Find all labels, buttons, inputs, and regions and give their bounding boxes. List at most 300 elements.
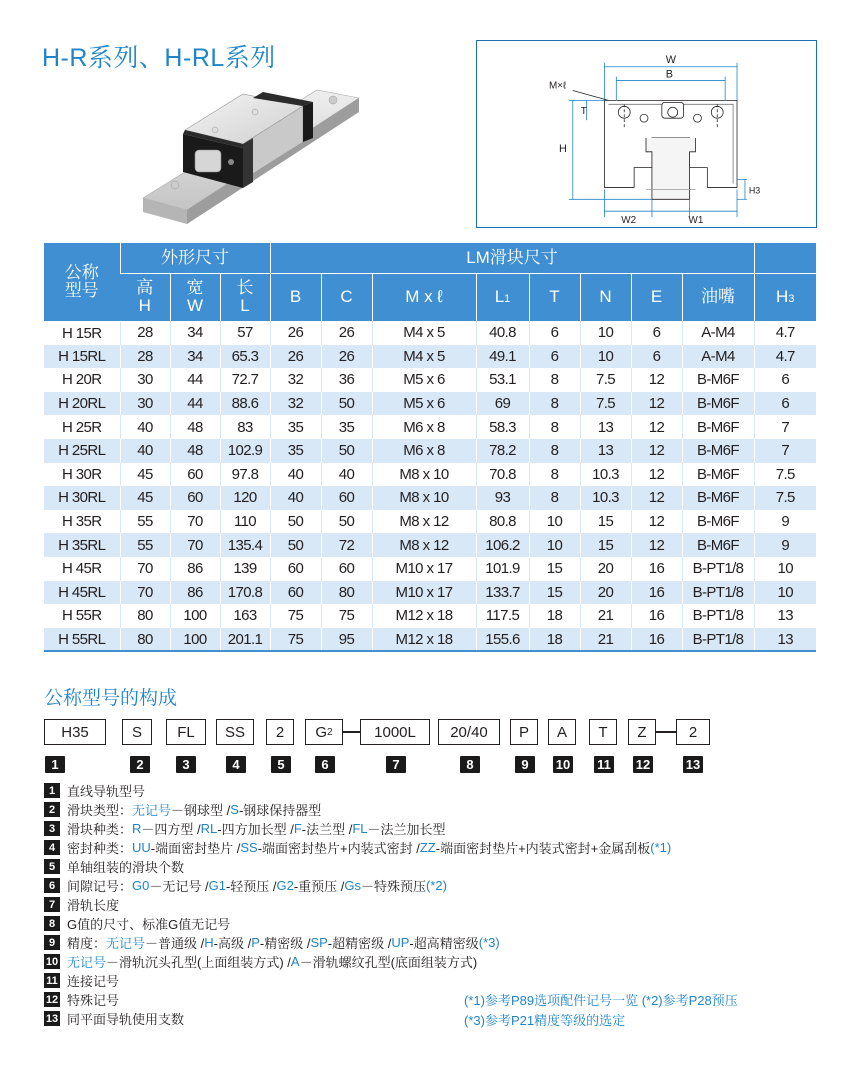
legend-text: -四方加长型 / <box>217 822 294 837</box>
value-cell: M6 x 8 <box>372 439 476 463</box>
value-cell: B-PT1/8 <box>682 628 754 652</box>
value-cell: 40 <box>120 415 170 439</box>
header-w: 宽 W <box>170 273 220 321</box>
value-cell: 106.2 <box>476 533 529 557</box>
value-cell: 80 <box>120 628 170 652</box>
value-cell: B-M6F <box>682 368 754 392</box>
value-cell: 10.3 <box>580 486 631 510</box>
value-cell: 16 <box>631 581 682 605</box>
value-cell: 10 <box>580 321 631 345</box>
legend-text: －法兰加长型 <box>367 822 446 837</box>
value-cell: 60 <box>321 557 372 581</box>
value-cell: M10 x 17 <box>372 581 476 605</box>
model-code-badge: 10 <box>553 756 573 773</box>
legend-number-badge: 10 <box>45 955 59 968</box>
model-cell: H 55R <box>44 604 120 628</box>
legend-item <box>44 971 119 990</box>
model-cell: H 35R <box>44 510 120 534</box>
value-cell: 12 <box>631 533 682 557</box>
legend-text: 精度： <box>67 936 107 951</box>
legend-number-badge: 6 <box>44 878 60 893</box>
legend-number-badge: 2 <box>44 802 60 817</box>
legend-text: -端面密封垫片 / <box>150 841 241 856</box>
dim-h-label: H <box>558 142 567 155</box>
legend-text: －滑轨沉头孔型(上面组装方式) / <box>106 955 291 970</box>
model-code-box: 1000L <box>360 719 430 745</box>
legend-text: -轻预压 / <box>225 879 277 894</box>
value-cell: 13 <box>580 415 631 439</box>
table-row <box>44 486 816 510</box>
table-row <box>44 604 816 628</box>
legend-item <box>44 914 230 933</box>
value-cell: B-M6F <box>682 392 754 416</box>
model-code-badge: 2 <box>130 756 150 773</box>
code-separator-dash <box>343 731 360 733</box>
value-cell: 6 <box>631 321 682 345</box>
model-cell: H 30RL <box>44 486 120 510</box>
value-cell: 8 <box>529 439 580 463</box>
value-cell: B-PT1/8 <box>682 581 754 605</box>
value-cell: 8 <box>529 368 580 392</box>
value-cell: M4 x 5 <box>372 321 476 345</box>
legend-text: ZZ <box>419 840 436 855</box>
legend-text: －普通级 / <box>145 936 205 951</box>
value-cell: 26 <box>321 345 372 369</box>
value-cell: 34 <box>170 345 220 369</box>
value-cell: 12 <box>631 415 682 439</box>
model-code-badge: 1 <box>45 756 65 773</box>
legend-text: SS <box>240 840 258 855</box>
legend-item <box>44 876 447 895</box>
value-cell: 10 <box>754 581 816 605</box>
legend-text: －四方型 / <box>141 822 201 837</box>
model-code-box: Z <box>628 719 656 745</box>
legend-text: G1 <box>208 878 226 893</box>
value-cell: M5 x 6 <box>372 368 476 392</box>
value-cell: 21 <box>580 628 631 652</box>
legend-text: 单轴组装的滑块个数 <box>67 860 185 875</box>
value-cell: 35 <box>270 439 321 463</box>
table-row <box>44 533 816 557</box>
legend-text: -超精密级 / <box>327 936 392 951</box>
value-cell: 40 <box>120 439 170 463</box>
value-cell: 18 <box>529 628 580 652</box>
value-cell: 102.9 <box>220 439 270 463</box>
value-cell: 60 <box>270 557 321 581</box>
value-cell: B-PT1/8 <box>682 604 754 628</box>
legend-text: -端面密封垫片+内装式密封+金属刮板 <box>435 841 651 856</box>
value-cell: 4.7 <box>754 321 816 345</box>
footnote-line-2: (*3)参考P21精度等级的选定 <box>464 1013 626 1028</box>
header-rail-group <box>754 243 816 273</box>
table-row <box>44 415 816 439</box>
value-cell: 49.1 <box>476 345 529 369</box>
value-cell: 12 <box>631 486 682 510</box>
value-cell: 13 <box>754 604 816 628</box>
legend-text: UU <box>132 840 151 855</box>
legend-text: 滑块类型： <box>67 803 133 818</box>
value-cell: 97.8 <box>220 463 270 487</box>
value-cell: 35 <box>270 415 321 439</box>
value-cell: 8 <box>529 463 580 487</box>
model-code-box: P <box>510 719 538 745</box>
value-cell: 10 <box>529 510 580 534</box>
linear-guide-illustration <box>135 72 365 232</box>
value-cell: 18 <box>529 604 580 628</box>
value-cell: 44 <box>170 392 220 416</box>
value-cell: 8 <box>529 415 580 439</box>
model-code-box: T <box>589 719 617 745</box>
model-code-box: H35 <box>44 719 106 745</box>
header-h: 高 H <box>120 273 170 321</box>
header-n: N <box>580 273 631 321</box>
model-cell: H 15R <box>44 321 120 345</box>
model-cell: H 25R <box>44 415 120 439</box>
value-cell: 50 <box>321 439 372 463</box>
value-cell: 28 <box>120 345 170 369</box>
legend-text: 无记号 <box>132 803 172 818</box>
value-cell: 12 <box>631 463 682 487</box>
value-cell: M12 x 18 <box>372 604 476 628</box>
value-cell: 12 <box>631 368 682 392</box>
legend-text: UP <box>391 935 410 950</box>
legend-item <box>44 895 119 914</box>
dim-b-label: B <box>665 68 674 81</box>
value-cell: 133.7 <box>476 581 529 605</box>
model-code-badge: 7 <box>386 756 406 773</box>
model-code-badge: 13 <box>683 756 703 773</box>
value-cell: 15 <box>580 510 631 534</box>
legend-text: S <box>230 802 239 817</box>
legend-text: 无记号 <box>106 936 146 951</box>
value-cell: 20 <box>580 557 631 581</box>
legend-item <box>44 952 477 971</box>
value-cell: 65.3 <box>220 345 270 369</box>
legend-text: SP <box>310 935 328 950</box>
legend-text: 密封种类： <box>67 841 133 856</box>
legend-text: R <box>132 821 142 836</box>
value-cell: 101.9 <box>476 557 529 581</box>
value-cell: 135.4 <box>220 533 270 557</box>
value-cell: 53.1 <box>476 368 529 392</box>
value-cell: 7.5 <box>580 368 631 392</box>
legend-item <box>44 857 184 876</box>
legend-item <box>44 933 500 952</box>
cross-section-diagram <box>477 41 816 227</box>
table-row <box>44 628 816 652</box>
table-row <box>44 439 816 463</box>
legend-text: G值的尺寸、标准G值无记号 <box>67 917 231 932</box>
model-cell: H 30R <box>44 463 120 487</box>
value-cell: B-M6F <box>682 415 754 439</box>
legend-text: －特殊预压 <box>361 879 427 894</box>
spec-table <box>44 243 816 652</box>
value-cell: 10 <box>529 533 580 557</box>
value-cell: M6 x 8 <box>372 415 476 439</box>
value-cell: 12 <box>631 510 682 534</box>
value-cell: M10 x 17 <box>372 557 476 581</box>
value-cell: 50 <box>321 392 372 416</box>
model-code-box: FL <box>166 719 206 745</box>
value-cell: 120 <box>220 486 270 510</box>
product-image <box>135 72 365 232</box>
value-cell: 34 <box>170 321 220 345</box>
legend-text: G0 <box>132 878 150 893</box>
value-cell: M12 x 18 <box>372 628 476 652</box>
value-cell: 10 <box>754 557 816 581</box>
value-cell: B-M6F <box>682 533 754 557</box>
value-cell: 40 <box>270 486 321 510</box>
value-cell: 26 <box>270 321 321 345</box>
value-cell: M8 x 10 <box>372 486 476 510</box>
legend-text: -钢球保持器型 <box>238 803 322 818</box>
table-row <box>44 510 816 534</box>
model-cell: H 25RL <box>44 439 120 463</box>
value-cell: 55 <box>120 533 170 557</box>
value-cell: 8 <box>529 392 580 416</box>
legend-text: (*1) <box>650 840 672 855</box>
header-l: 长 L <box>220 273 270 321</box>
header-outer-dimensions: 外形尺寸 <box>120 243 270 273</box>
model-code-badge: 9 <box>515 756 535 773</box>
value-cell: 7.5 <box>754 486 816 510</box>
legend-item <box>44 990 119 1009</box>
table-row <box>44 321 816 345</box>
model-code-box: 20/40 <box>438 719 500 745</box>
value-cell: 117.5 <box>476 604 529 628</box>
value-cell: 6 <box>529 321 580 345</box>
value-cell: 60 <box>270 581 321 605</box>
legend-text: 连接记号 <box>67 974 120 989</box>
legend-item <box>44 781 145 800</box>
model-cell: H 45R <box>44 557 120 581</box>
model-code-badge: 5 <box>271 756 291 773</box>
model-code-box: 2 <box>676 719 710 745</box>
value-cell: M4 x 5 <box>372 345 476 369</box>
header-lm-block-dimensions: LM滑块尺寸 <box>270 243 754 273</box>
value-cell: 80 <box>120 604 170 628</box>
value-cell: 21 <box>580 604 631 628</box>
table-row <box>44 345 816 369</box>
value-cell: 32 <box>270 392 321 416</box>
footnote-line-1: (*1)参考P89选项配件记号一览 (*2)参考P28预压 <box>464 993 738 1008</box>
header-t: T <box>529 273 580 321</box>
value-cell: 48 <box>170 439 220 463</box>
legend-text: H <box>204 935 214 950</box>
legend-text: -端面密封垫片+内装式密封 / <box>257 841 420 856</box>
table-row <box>44 557 816 581</box>
value-cell: 26 <box>270 345 321 369</box>
legend-text: 同平面导轨使用支数 <box>67 1012 185 1027</box>
model-cell: H 20R <box>44 368 120 392</box>
header-nominal-model: 公称 型号 <box>44 243 120 321</box>
value-cell: 50 <box>270 510 321 534</box>
legend-text: P <box>251 935 260 950</box>
value-cell: 95 <box>321 628 372 652</box>
model-code-badge: 4 <box>226 756 246 773</box>
value-cell: 4.7 <box>754 345 816 369</box>
value-cell: 40 <box>321 463 372 487</box>
model-code-badge: 6 <box>315 756 335 773</box>
value-cell: M8 x 12 <box>372 533 476 557</box>
value-cell: B-M6F <box>682 439 754 463</box>
legend-text: -超高精密级 <box>409 936 479 951</box>
model-cell: H 35RL <box>44 533 120 557</box>
value-cell: 60 <box>321 486 372 510</box>
value-cell: 10 <box>580 345 631 369</box>
model-cell: H 20RL <box>44 392 120 416</box>
value-cell: 75 <box>270 628 321 652</box>
value-cell: 60 <box>170 486 220 510</box>
value-cell: 40 <box>270 463 321 487</box>
legend-text: -重预压 / <box>293 879 345 894</box>
value-cell: 16 <box>631 604 682 628</box>
legend-number-badge: 1 <box>44 783 60 798</box>
value-cell: 28 <box>120 321 170 345</box>
value-cell: 16 <box>631 628 682 652</box>
value-cell: 163 <box>220 604 270 628</box>
value-cell: 40.8 <box>476 321 529 345</box>
value-cell: B-M6F <box>682 486 754 510</box>
value-cell: 16 <box>631 557 682 581</box>
value-cell: 58.3 <box>476 415 529 439</box>
legend-text: 滑块种类： <box>67 822 133 837</box>
legend-item <box>44 1009 184 1028</box>
value-cell: 75 <box>270 604 321 628</box>
model-code-box: SS <box>216 719 254 745</box>
value-cell: 201.1 <box>220 628 270 652</box>
value-cell: 155.6 <box>476 628 529 652</box>
value-cell: 50 <box>270 533 321 557</box>
legend-text: －钢球型 / <box>171 803 231 818</box>
model-code-box: A <box>548 719 576 745</box>
model-code-badge: 3 <box>176 756 196 773</box>
value-cell: 15 <box>529 557 580 581</box>
table-row <box>44 463 816 487</box>
legend-number-badge: 13 <box>45 1012 59 1025</box>
legend-text: RL <box>200 821 218 836</box>
legend-text: (*3) <box>478 935 500 950</box>
dim-h3-label: H3 <box>748 185 761 196</box>
value-cell: 15 <box>580 533 631 557</box>
value-cell: 30 <box>120 392 170 416</box>
model-code-box: S <box>122 719 152 745</box>
model-cell: H 55RL <box>44 628 120 652</box>
legend-text: 间隙记号： <box>67 879 133 894</box>
dim-w2-label: W2 <box>621 215 637 227</box>
legend-text: F <box>293 821 302 836</box>
legend-number-badge: 7 <box>44 897 60 912</box>
legend-number-badge: 9 <box>44 935 60 950</box>
value-cell: 6 <box>754 368 816 392</box>
value-cell: 72.7 <box>220 368 270 392</box>
value-cell: 13 <box>580 439 631 463</box>
value-cell: M8 x 12 <box>372 510 476 534</box>
value-cell: M8 x 10 <box>372 463 476 487</box>
legend-number-badge: 4 <box>44 840 60 855</box>
model-composition-heading: 公称型号的构成 <box>44 688 178 709</box>
value-cell: 83 <box>220 415 270 439</box>
legend-number-badge: 5 <box>44 859 60 874</box>
value-cell: 80 <box>321 581 372 605</box>
legend-number-badge: 12 <box>45 993 59 1006</box>
value-cell: 44 <box>170 368 220 392</box>
value-cell: 45 <box>120 463 170 487</box>
value-cell: 70 <box>120 557 170 581</box>
value-cell: 9 <box>754 510 816 534</box>
legend-item <box>44 819 446 838</box>
value-cell: 86 <box>170 557 220 581</box>
dim-t-label: T <box>580 106 587 118</box>
value-cell: 15 <box>529 581 580 605</box>
value-cell: B-M6F <box>682 510 754 534</box>
table-row <box>44 392 816 416</box>
value-cell: 86 <box>170 581 220 605</box>
value-cell: 10.3 <box>580 463 631 487</box>
value-cell: 70 <box>170 533 220 557</box>
value-cell: 70.8 <box>476 463 529 487</box>
model-cell: H 15RL <box>44 345 120 369</box>
value-cell: 32 <box>270 368 321 392</box>
legend-text: Gs <box>344 878 362 893</box>
legend-item <box>44 838 671 857</box>
series-title: H-R系列、H-RL系列 <box>42 44 276 72</box>
value-cell: 9 <box>754 533 816 557</box>
header-e: E <box>631 273 682 321</box>
value-cell: 93 <box>476 486 529 510</box>
value-cell: 7 <box>754 439 816 463</box>
dim-mxl-label: M×ℓ <box>549 80 567 92</box>
value-cell: 88.6 <box>220 392 270 416</box>
model-code-badge: 8 <box>460 756 480 773</box>
value-cell: 13 <box>754 628 816 652</box>
value-cell: 57 <box>220 321 270 345</box>
header-l1: L1 <box>476 273 529 321</box>
legend-text: (*2) <box>426 878 447 893</box>
table-row <box>44 368 816 392</box>
value-cell: B-M6F <box>682 463 754 487</box>
value-cell: 55 <box>120 510 170 534</box>
value-cell: 8 <box>529 486 580 510</box>
value-cell: 6 <box>754 392 816 416</box>
code-separator-dash <box>656 731 676 733</box>
value-cell: 70 <box>120 581 170 605</box>
value-cell: 6 <box>631 345 682 369</box>
model-code-box: G 2 <box>305 719 343 745</box>
legend-text: FL <box>352 821 368 836</box>
value-cell: 100 <box>170 604 220 628</box>
header-mxl: M x ℓ <box>372 273 476 321</box>
value-cell: 6 <box>529 345 580 369</box>
value-cell: 26 <box>321 321 372 345</box>
value-cell: 7.5 <box>580 392 631 416</box>
header-h3: H3 <box>754 273 816 321</box>
value-cell: 48 <box>170 415 220 439</box>
value-cell: 75 <box>321 604 372 628</box>
value-cell: 36 <box>321 368 372 392</box>
legend-text: G2 <box>276 878 294 893</box>
value-cell: 7.5 <box>754 463 816 487</box>
model-cell: H 45RL <box>44 581 120 605</box>
value-cell: 100 <box>170 628 220 652</box>
header-b: B <box>270 273 321 321</box>
value-cell: 78.2 <box>476 439 529 463</box>
value-cell: 7 <box>754 415 816 439</box>
value-cell: 60 <box>170 463 220 487</box>
legend-text: A <box>290 954 300 969</box>
legend-item <box>44 800 321 819</box>
value-cell: 20 <box>580 581 631 605</box>
